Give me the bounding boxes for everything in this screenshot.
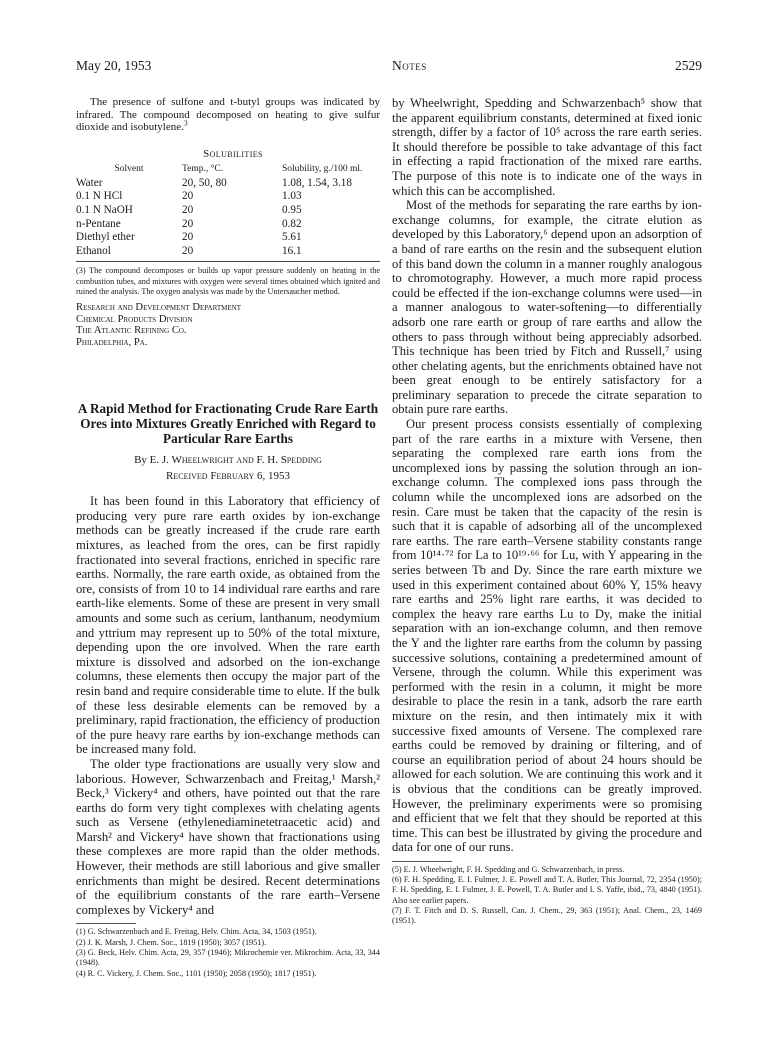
affiliation-block <box>76 302 380 348</box>
col-header-solvent: Solvent <box>114 163 144 174</box>
table-row <box>76 177 376 191</box>
affiliation-line: Philadelphia, Pa. <box>76 337 148 349</box>
header-page-number: 2529 <box>675 58 702 73</box>
affiliation-line: The Atlantic Refining Co. <box>76 325 187 337</box>
article-title: A Rapid Method for Fractionating Crude Rare Earth Ores into Mixtures Greatly Enriched with Regard to Particular Rare Earths <box>77 400 379 447</box>
solubilities-caption: Solubilities <box>203 147 263 160</box>
body-paragraph-2: The older type fractionations are usually very slow and laborious. However, Schwarzenbach and Freitag,¹ Marsh,² Beck,³ Vickery⁴ and others, have pointed out that the rare earths do form very tight complexes with chelating agents such as Versene (ethylenediaminetetraacetic acid) and Marsh² and Vickery⁴ have shown that fractionations using these complexes are more rapid than the older methods. However, their methods are still laborious and give smaller enrichments than might be desired. Recent determinations of the equilibrium constants of the rare earth–Versene complexes by Vickery⁴ and <box>76 756 380 917</box>
cell-solubility: 1.08, 1.54, 3.18 <box>282 176 352 189</box>
left-column <box>76 96 380 979</box>
cell-temp: 20 <box>182 231 194 244</box>
table-row <box>76 245 376 259</box>
table-divider <box>76 261 380 262</box>
cell-temp: 20 <box>182 217 194 230</box>
table-header-row <box>76 164 376 177</box>
cell-solvent: 0.1 N NaOH <box>76 203 133 216</box>
intro-paragraph <box>76 96 380 134</box>
footnote-1: (1) G. Schwarzenbach and E. Freitag, Helv. Chim. Acta, 34, 1503 (1951). <box>76 927 317 937</box>
footnote-divider <box>76 923 136 924</box>
body-paragraph-3: by Wheelwright, Spedding and Schwarzenbach⁵ show that the apparent equilibrium constants, determined at fixed ionic strength, differ by a factor of 10⁵ across the rare earth series. It should therefore be possible to take advantage of this fact in effecting a rapid fractionation of the mixed rare earths. The purpose of this note is to indicate one of the ways in which this can be accomplished. <box>392 96 702 198</box>
footnote-7: (7) F. T. Fitch and D. S. Russell, Can. J. Chem., 29, 363 (1951); Anal. Chem., 23, 1469 (1951). <box>392 906 702 926</box>
cell-temp: 20 <box>182 203 194 216</box>
solubilities-table <box>76 164 376 259</box>
cell-solvent: n-Pentane <box>76 217 121 230</box>
col-header-temp: Temp., °C. <box>182 163 224 174</box>
byline <box>76 454 380 466</box>
cell-solubility: 0.95 <box>282 203 302 216</box>
footnote-4: (4) R. C. Vickery, J. Chem. Soc., 1101 (1950); 2058 (1950); 1817 (1951). <box>76 968 317 978</box>
table-row <box>76 204 376 218</box>
cell-temp: 20 <box>182 244 194 257</box>
footnote-divider <box>392 861 452 862</box>
table-row <box>76 218 376 232</box>
table-row <box>76 231 376 245</box>
body-paragraph-5: Our present process consists essentially of complexing part of the rare earths in a mixture with Versene, then separating the complexed rare earth ions from the uncomplexed ions by passing the solution through an ion-exchange column. The complexed ions pass through the column while the uncomplexed ions are adsorbed on the resin. Care must be taken that the capacity of the resin is such that it is capable of adsorbing all of the uncomplexed rare earths. The rare earth–Versene stability constants range from 10¹⁴·⁷² for La to 10¹⁹·⁶⁶ for Lu, with Y appearing in the series between Tb and Dy. Since the rare earth mixture we used in this experiment contained about 60% Y, 15% heavy rare earths and 25% light rare earths, it was decided to complex the heavy rare earths Lu to Dy, make the initial separation with an ion-exchange column, and then remove the Y and the lighter rare earths from the column by passing successive solutions, containing a predetermined amount of Versene, through the column. While this experiment was performed with the resin in a column, it might be more desirable to place the resin in a tank, adsorb the rare earth mixture on the resin, and then intimately mix it with successive fixed amounts of Versene. The complexed rare earths could be removed by draining or filtering, and of course an equilibration period of about 24 hours should be allowed for each solution. We are continuing this work and it is obvious that the conditions can be greatly improved. However, the preliminary experiments were so promising and efficient that we felt that they should be reported at this time. This can best be illustrated by giving the procedure and data for one of our runs. <box>392 417 702 855</box>
affiliation-line: Chemical Products Division <box>76 313 193 325</box>
cell-solubility: 1.03 <box>282 190 302 203</box>
cell-solvent: Water <box>76 176 103 189</box>
footnote-5: (5) E. J. Wheelwright, F. H. Spedding and G. Schwarzenbach, in press. <box>392 864 625 874</box>
cell-temp: 20 <box>182 190 194 203</box>
footnote-6: (6) F. H. Spedding, E. I. Fulmer, J. E. Powell and T. A. Butler, This Journal, 72, 2354 (1950); F. H. Spedding, E. I. Fulmer, J. E. Powell, T. A. Butler and I. S. Yaffe, ibid., 73, 4840 (1951). Also see earlier papers. <box>392 875 702 905</box>
footnote-3-ref: (3) G. Beck, Helv. Chim. Acta, 29, 357 (1946); Mikrochemie ver. Mikrochim. Acta, 33, 344 (1948). <box>76 948 380 968</box>
table-row <box>76 190 376 204</box>
header-date: May 20, 1953 <box>76 58 152 73</box>
cell-solvent: 0.1 N HCl <box>76 190 123 203</box>
body-paragraph-4: Most of the methods for separating the rare earths by ion-exchange columns, for example, the citrate elution as developed by this Laboratory,⁶ depend upon an adsorption of a band of rare earths on the resin and the subsequent elution of this band down the column in a manner roughly analogous to chromotography. However, a much more rapid process could be effected if the ion-exchange columns were used—in a manner analogous to water-softening—to differentially adsorb one rare earth or group of rare earths and allow the others to pass through without being appreciably adsorbed. This technique has been tried by Fitch and Russell,⁷ using other chelating agents, but the enrichments obtained have not been great enough to be entirely satisfactory for a preliminary separation to precede the citrate separation to obtain pure rare earths. <box>392 198 702 417</box>
byline-authors: E. J. Wheelwright and F. H. Spedding <box>149 454 322 467</box>
cell-solvent: Diethyl ether <box>76 231 135 244</box>
col-header-solubility: Solubility, g./100 ml. <box>282 163 363 174</box>
cell-solvent: Ethanol <box>76 244 111 257</box>
right-column <box>392 96 702 927</box>
cell-solubility: 0.82 <box>282 217 302 230</box>
cell-solubility: 16.1 <box>282 244 302 257</box>
affiliation-line: Research and Development Department <box>76 302 241 314</box>
byline-by: By <box>134 454 147 467</box>
cell-temp: 20, 50, 80 <box>182 176 227 189</box>
cell-solubility: 5.61 <box>282 231 302 244</box>
intro-text: The presence of sulfone and t-butyl groups was indicated by infrared. The compound decomposed on heating to give sulfur dioxide and isobutylene. <box>76 96 380 134</box>
footnote-2: (2) J. K. Marsh, J. Chem. Soc., 1819 (1950); 3057 (1951). <box>76 937 267 947</box>
received-date: Received February 6, 1953 <box>166 470 290 483</box>
body-paragraph-1: It has been found in this Laboratory that efficiency of producing very pure rare earth oxides by ion-exchange methods can be greatly increased if the crude rare earth mixtures, as leached from the ores, can be first rapidly fractionated into several fractions, enriched in specific rare earths. Normally, the rare earth oxide, as obtained from the ore, consists of from 10 to 14 individual rare earths and rare earth-like elements. Some of these are present in very small amounts and some such as cerium, lanthanum, neodymium and yttrium may represent up to 50% of the total mixture, depending upon the ore involved. When the rare earth mixture is dissolved and adsorbed on the ion-exchange columns, these elements then occupy the major part of the resin band and require considerable time to elute. If the bulk of these less desirable elements can be removed by a preliminary, rapid fractionation, the efficiency of production of the pure heavy rare earths by ion-exchange methods can be increased many fold. <box>76 494 380 757</box>
intro-footnote-ref: 3 <box>183 118 188 128</box>
footnote-3: (3) The compound decomposes or builds up vapor pressure suddenly on heating in the combustion tubes, and mixtures with oxygen were several times obtained which ignited and ruined the analysis. The oxygen analysis was made by the Untersaucher method. <box>76 266 380 296</box>
header-section: Notes <box>392 58 427 73</box>
